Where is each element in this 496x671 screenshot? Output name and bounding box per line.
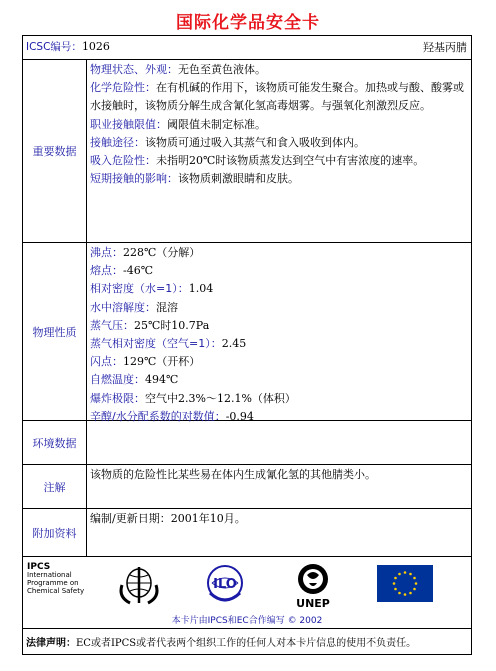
environmental-section (23, 421, 471, 465)
notes-label: 注解 (23, 465, 87, 508)
eu-flag-icon (377, 565, 433, 602)
ipcs-logo-text: IPCS International Programme on Chemical Safety (27, 562, 85, 595)
important-data-key: 吸入危险性： (90, 154, 156, 168)
important-data-item (90, 134, 468, 152)
property-value: 混溶 (156, 300, 178, 314)
important-data-value: 该物质可通过吸入其蒸气和食入吸收到体内。 (145, 135, 365, 149)
property-key: 辛醇/水分配系数的对数值： (90, 409, 226, 423)
property-key: 水中溶解度： (90, 300, 156, 314)
property-item (90, 262, 468, 280)
physical-properties-content (87, 243, 471, 423)
eu-star-icon (413, 588, 416, 591)
property-item (90, 299, 468, 317)
important-data-key: 职业接触限值： (90, 117, 167, 131)
important-data-key: 化学危险性： (90, 81, 156, 95)
eu-star-icon (409, 592, 412, 595)
important-data-section (23, 60, 471, 243)
environmental-content (87, 421, 471, 464)
property-item (90, 353, 468, 371)
property-item (90, 371, 468, 389)
property-key: 蒸气相对密度（空气=1）： (90, 337, 222, 351)
important-data-item (90, 61, 468, 79)
safety-card (22, 35, 472, 655)
property-item (90, 244, 468, 262)
eu-star-icon (404, 593, 407, 596)
who-logo-icon (116, 563, 162, 607)
important-data-key: 短期接触的影响： (90, 172, 178, 186)
property-value: 228℃（分解） (123, 246, 201, 259)
header-row (23, 36, 471, 60)
environmental-label: 环境数据 (23, 421, 87, 464)
svg-text:UNEP: UNEP (296, 597, 330, 610)
property-item (90, 390, 468, 408)
important-data-content (87, 60, 471, 242)
property-value: -46℃ (123, 264, 154, 278)
property-value: -0.94 (225, 409, 254, 423)
eu-star-icon (394, 588, 397, 591)
icsc-number: ICSC编号：1026 (26, 40, 110, 53)
important-data-key: 接触途径： (90, 135, 145, 149)
important-data-item (90, 79, 468, 115)
additional-content: 编制/更新日期：2001年10月。 (90, 512, 246, 525)
important-data-value: 未指明20℃时该物质蒸发达到空气中有害浓度的速率。 (156, 154, 425, 168)
eu-star-icon (393, 582, 396, 585)
property-item (90, 317, 468, 335)
page-title: 国际化学品安全卡 (176, 13, 320, 33)
eu-star-icon (415, 582, 418, 585)
ilo-logo-icon (204, 563, 246, 607)
property-value: 1.04 (188, 282, 214, 296)
svg-text:ILO: ILO (213, 577, 237, 592)
property-key: 闪点： (90, 355, 123, 369)
important-data-key: 物理状态、外观： (90, 63, 178, 76)
notes-section (23, 465, 471, 509)
property-value: 25℃时10.7Pa (134, 318, 210, 332)
eu-star-icon (404, 571, 407, 574)
legal-disclaimer: 法律声明：EC或者IPCS或者代表两个组织工作的任何人对本卡片信息的使用不负责任。 (26, 638, 417, 649)
eu-star-icon (398, 573, 401, 576)
important-data-item (90, 116, 468, 134)
property-value: 494℃ (145, 373, 179, 387)
important-data-value: 该物质刺激眼睛和皮肤。 (178, 172, 299, 186)
physical-properties-section (23, 243, 471, 421)
notes-content: 该物质的危险性比某些易在体内生成氰化氢的其他腈类小。 (90, 468, 376, 481)
property-item (90, 335, 468, 353)
additional-section (23, 509, 471, 557)
property-key: 自燃温度： (90, 373, 145, 387)
important-data-label: 重要数据 (23, 60, 87, 242)
property-value: 2.45 (221, 337, 247, 351)
additional-label: 附加资料 (23, 509, 87, 556)
property-item (90, 280, 468, 298)
eu-star-icon (398, 592, 401, 595)
important-data-value: 无色至黄色液体。 (178, 63, 266, 76)
important-data-value: 在有机碱的作用下，该物质可能发生聚合。加热或与酸、酸雾或水接触时，该物质分解生成含氰化氢高毒烟雾。与强氧化剂激烈反应。 (90, 81, 464, 113)
property-value: 空气中2.3%～12.1%（体积） (145, 391, 296, 405)
property-key: 蒸气压： (90, 318, 134, 332)
property-key: 爆炸极限： (90, 391, 145, 405)
important-data-value: 阈限值未制定标准。 (167, 117, 266, 131)
eu-star-icon (394, 577, 397, 580)
unep-logo-icon (291, 561, 335, 611)
property-key: 相对密度（水=1）： (90, 282, 189, 296)
property-key: 沸点： (90, 246, 123, 259)
credit-line: 本卡片由IPCS和EC合作编写 © 2002 (171, 616, 323, 626)
property-key: 熔点： (90, 264, 123, 278)
physical-properties-label: 物理性质 (23, 243, 87, 420)
important-data-item (90, 152, 468, 170)
important-data-item (90, 170, 468, 188)
property-value: 129℃（开杯） (123, 355, 201, 369)
chemical-name: 羟基丙腈 (423, 41, 467, 54)
eu-star-icon (413, 577, 416, 580)
eu-star-icon (409, 573, 412, 576)
